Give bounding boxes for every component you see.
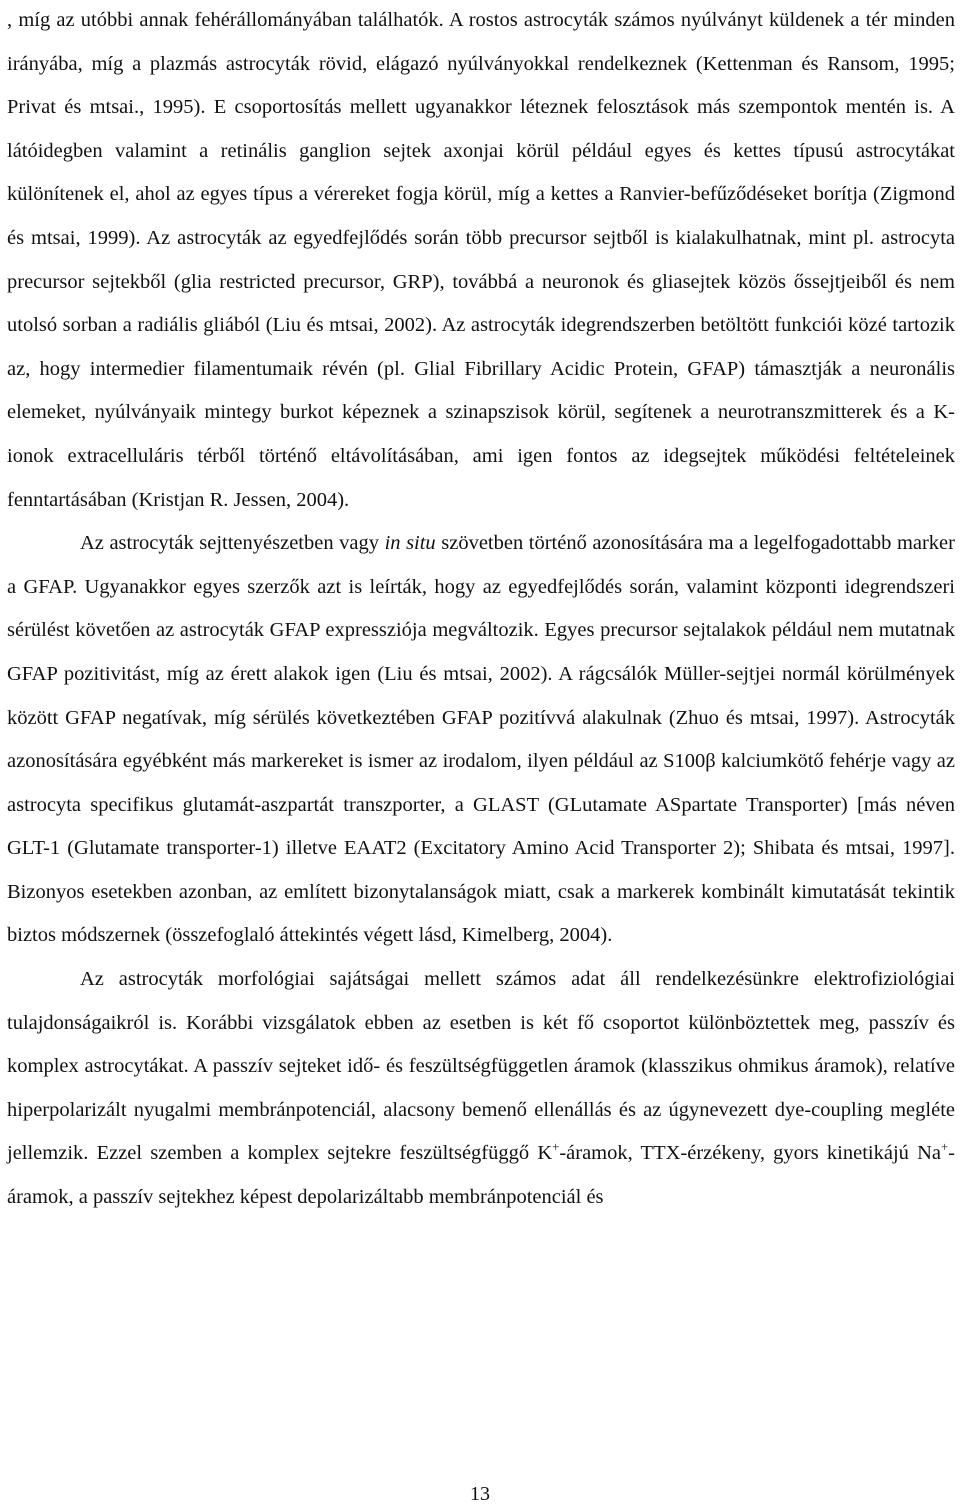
text-run: Az astrocyták morfológiai sajátságai mellett számos adat áll rendelkezésünkre elektrofiziológiai tulajdonságaikról is. Korábbi vizsgálatok ebben az esetben is két fő csoportot különböztettek meg, passzív és komplex astrocytákat. A passzív sejteket idő- és feszültségfüggetlen áramok (klasszikus ohmikus áramok), relatíve hiperpolarizált nyugalmi membránpotenciál, alacsony bemenő ellenállás és az úgynevezett dye-coupling megléte jellemzik. Ezzel szemben a komplex sejtekre feszültségfüggő K (7, 968, 955, 1165)
document-page (7, 0, 955, 1220)
paragraph (7, 522, 955, 958)
superscript: + (941, 1140, 949, 1155)
text-run: , míg az utóbbi annak fehérállományában találhatók. A rostos astrocyták számos nyúlványt küldenek a tér minden irányába, míg a plazmás astrocyták rövid, elágazó nyúlványokkal rendelkeznek (Kettenman és Ransom, 1995; Privat és mtsai., 1995). E csoportosítás mellett ugyanakkor léteznek felosztások más szempontok mentén is. A látóidegben valamint a retinális ganglion sejtek axonjai körül például egyes és kettes típusú astrocytákat különítenek el, ahol az egyes típus a vérereket fogja körül, míg a kettes a Ranvier-befűződéseket borítja (Zigmond és mtsai, 1999). Az astrocyták az egyedfejlődés során több precursor sejtből is kialakulhatnak, mint pl. astrocyta precursor sejtekből (glia restricted precursor, GRP), továbbá a neuronok és gliasejtek közös őssejtjeiből és nem utolsó sorban a radiális gliából (Liu és mtsai, 2002). Az astrocyták idegrendszerben betöltött funkciói közé tartozik az, hogy intermedier filamentumaik révén (pl. Glial Fibrillary Acidic Protein, GFAP) támasztják a neuronális elemeket, nyúlványaik mintegy burkot képeznek a szinapszisok körül, segítenek a neurotranszmitterek és a K-ionok extracelluláris térből történő eltávolításában, ami igen fontos az idegsejtek működési feltételeinek fenntartásában (Kristjan R. Jessen, 2004). (7, 9, 955, 511)
italic-text: in situ (384, 532, 436, 555)
page-number: 13 (470, 1483, 490, 1505)
paragraph (7, 958, 955, 1220)
text-run: szövetben történő azonosítására ma a legelfogadottabb marker a GFAP. Ugyanakkor egyes szerzők azt is leírták, hogy az egyedfejlődés során, valamint központi idegrendszeri sérülést követően az astrocyták GFAP expressziója megváltozik. Egyes precursor sejtalakok például nem mutatnak GFAP pozitivitást, míg az érett alakok igen (Liu és mtsai, 2002). A rágcsálók Müller-sejtjei normál körülmények között GFAP negatívak, míg sérülés következtében GFAP pozitívvá alakulnak (Zhuo és mtsai, 1997). Astrocyták azonosítására egyébként más markereket is ismer az irodalom, ilyen például az S100β kalciumkötő fehérje vagy az astrocyta specifikus glutamát-aszpartát transzporter, a GLAST (GLutamate ASpartate Transporter) [más néven GLT-1 (Glutamate transporter-1) illetve EAAT2 (Excitatory Amino Acid Transporter 2); Shibata és mtsai, 1997]. Bizonyos esetekben azonban, az említett bizonytalanságok miatt, csak a markerek kombinált kimutatását tekintik biztos módszernek (összefoglaló áttekintés végett lásd, Kimelberg, 2004). (7, 532, 955, 947)
body-text (7, 0, 955, 1220)
paragraph (7, 0, 955, 522)
text-run: -áramok, a passzív sejtekhez képest depolarizáltabb membránpotenciál és (7, 1142, 955, 1209)
superscript: + (552, 1140, 560, 1155)
text-run: Az astrocyták sejttenyészetben vagy (80, 532, 385, 555)
text-run: -áramok, TTX-érzékeny, gyors kinetikájú Na (559, 1142, 941, 1165)
